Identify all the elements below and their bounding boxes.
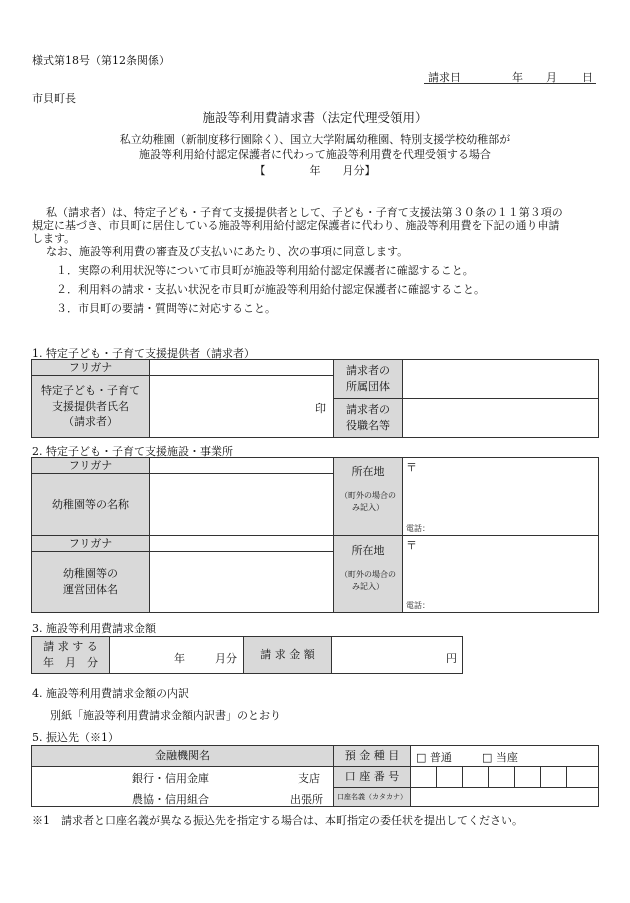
date-day: 日 xyxy=(582,71,593,84)
facility-furigana-field[interactable] xyxy=(151,458,331,473)
operator-name-field[interactable] xyxy=(151,552,331,612)
furigana-field[interactable] xyxy=(151,360,331,375)
page-title: 施設等利用費請求書（法定代理受領用） xyxy=(202,110,428,125)
agree-item-1: １．実際の利用状況等について市貝町が施設等利用給付認定保護者に確認すること。 xyxy=(56,264,474,277)
account-number-field[interactable] xyxy=(411,767,598,787)
seal-mark: 印 xyxy=(315,402,326,415)
facility-name-field[interactable] xyxy=(151,474,331,535)
intro-line-2: 規定に基づき、市貝町に居住している施設等利用給付認定保護者に代わり、施設等利用費を下記の通り申請 xyxy=(32,219,560,232)
provider-name-label: 特定子ども・子育て 支援提供者氏名 （請求者） xyxy=(41,383,140,429)
provider-name-field[interactable] xyxy=(151,376,331,437)
operator-postal-mark: 〒 xyxy=(406,539,417,552)
account-holder-label: 口座名義（カタカナ） xyxy=(337,792,407,801)
facility-name-label: 幼稚園等の名称 xyxy=(52,497,129,511)
section3-heading: 3. 施設等利用費請求金額 xyxy=(32,622,156,635)
subtitle-line-1: 私立幼稚園（新制度移行園除く）、国立大学附属幼稚園、特別支援学校幼稚部が xyxy=(119,133,511,146)
breakdown-reference: 別紙「施設等利用費請求金額内訳書」のとおり xyxy=(50,709,281,722)
operator-name-label: 幼稚園等の 運営団体名 xyxy=(63,567,118,596)
affiliation-field[interactable] xyxy=(404,360,598,398)
subtitle-line-2: 施設等利用給付認定保護者に代わって施設等利用費を代理受領する場合 xyxy=(139,148,491,161)
facility-address-field[interactable] xyxy=(420,459,596,519)
account-type-ordinary-checkbox[interactable]: □ 普通 xyxy=(416,751,452,764)
billing-month-unit: 月分 xyxy=(215,652,237,665)
account-holder-field[interactable] xyxy=(411,788,598,806)
agree-item-2: ２．利用料の請求・支払い状況を市貝町が施設等利用給付認定保護者に確認すること。 xyxy=(56,283,485,296)
yen-unit: 円 xyxy=(446,652,457,665)
ja-type-label: 農協・信用組合 xyxy=(132,793,209,806)
footnote: ※1 請求者と口座名義が異なる振込先を指定する場合は、本町指定の委任状を提出してください。 xyxy=(32,814,523,827)
facility-location-label: 所在地 xyxy=(351,465,385,478)
billing-year-field[interactable] xyxy=(112,638,172,672)
operator-location-note: （町外の場合の み記入） xyxy=(340,570,396,591)
account-number-label: 口 座 番 号 xyxy=(344,770,400,784)
account-type-current-checkbox[interactable]: □ 当座 xyxy=(482,751,518,764)
facility-furigana-label: フリガナ xyxy=(68,458,113,472)
billing-amount-field[interactable] xyxy=(334,638,444,672)
facility-location-note: （町外の場合の み記入） xyxy=(340,491,396,512)
facility-postal-mark: 〒 xyxy=(406,461,417,474)
period-bracket: 【 年 月分】 xyxy=(254,164,376,177)
institution-label: 金融機関名 xyxy=(155,749,210,763)
furigana-label: フリガナ xyxy=(68,360,113,374)
intro-agree: なお、施設等利用費の審査及び支払いにあたり、次の事項に同意します。 xyxy=(46,245,409,258)
form-number: 様式第18号（第12条関係） xyxy=(32,54,170,67)
addressee: 市貝町長 xyxy=(32,92,76,105)
branch-name-field[interactable] xyxy=(218,768,292,804)
operator-location-label: 所在地 xyxy=(351,544,385,557)
billing-year-unit: 年 xyxy=(174,652,185,665)
section1-heading: 1. 特定子ども・子育て支援提供者（請求者） xyxy=(32,347,255,360)
position-field[interactable] xyxy=(404,399,598,437)
intro-line-3: します。 xyxy=(32,232,76,245)
operator-furigana-label: フリガナ xyxy=(68,536,113,550)
operator-furigana-field[interactable] xyxy=(151,536,331,551)
section4-heading: 4. 施設等利用費請求金額の内訳 xyxy=(32,687,189,700)
affiliation-label: 請求者の 所属団体 xyxy=(346,364,390,393)
date-month: 月 xyxy=(546,71,557,84)
date-underline xyxy=(424,83,596,84)
position-label: 請求者の 役職名等 xyxy=(346,403,390,432)
operator-address-field[interactable] xyxy=(420,537,596,597)
institution-name-field[interactable] xyxy=(36,768,126,804)
branch-label: 支店 xyxy=(298,772,320,785)
date-year: 年 xyxy=(512,71,523,84)
billing-period-label: 請 求 す る 年 月 分 xyxy=(43,640,98,669)
account-type-label: 預 金 種 目 xyxy=(344,749,400,763)
intro-line-1: 私（請求者）は、特定子ども・子育て支援提供者として、子ども・子育て支援法第３０条の１１第３項の xyxy=(46,206,563,219)
section2-heading: 2. 特定子ども・子育て支援施設・事業所 xyxy=(32,445,233,458)
section5-heading: 5. 振込先（※1） xyxy=(32,731,119,744)
sub-branch-label: 出張所 xyxy=(290,793,323,806)
operator-phone-label: 電話： xyxy=(406,601,430,610)
billing-amount-label: 請 求 金 額 xyxy=(260,648,315,662)
bank-type-label: 銀行・信用金庫 xyxy=(132,772,209,785)
request-date-label: 請求日 xyxy=(428,71,461,84)
facility-phone-label: 電話： xyxy=(406,524,430,533)
agree-item-3: ３．市貝町の要請・質問等に対応すること。 xyxy=(56,302,276,315)
